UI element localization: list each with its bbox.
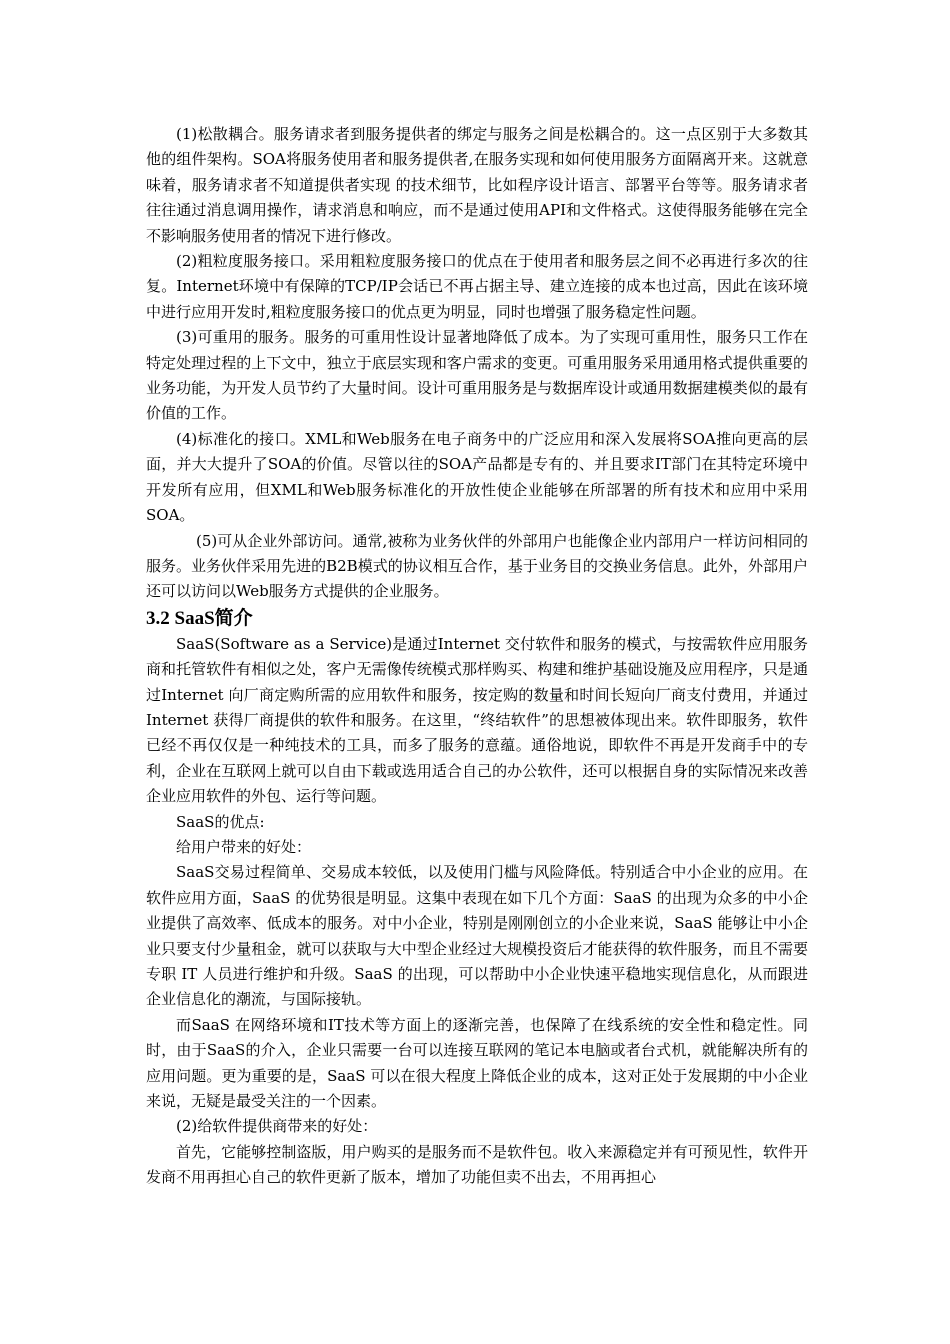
soa-external-access-paragraph: (5)可从企业外部访问。通常,被称为业务伙伴的外部用户也能像企业内部用户一样访问相同的服务。业务伙伴采用先进的B2B模式的协议相互合作，基于业务目的交换业务信息。此外，外部用户还可以访问以Web服务方式提供的企业服务。 (146, 531, 808, 601)
soa-coarse-grained-paragraph: (2)粗粒度服务接口。采用粗粒度服务接口的优点在于使用者和服务层之间不必再进行多次的往复。Internet环境中有保障的TCP/IP会话已不再占据主导、建立连接的成本也过高，因此在该环境中进行应用开发时,粗粒度服务接口的优点更为明显，同时也增强了服务稳定性问题。 (146, 252, 808, 321)
soa-reusable-service-paragraph: (3)可重用的服务。服务的可重用性设计显著地降低了成本。为了实现可重用性，服务只工作在特定处理过程的上下文中，独立于底层实现和客户需求的变更。可重用服务采用通用格式提供重要的业务功能，为开发人员节约了大量时间。设计可重用服务是与数据库设计或通用数据建模类似的最有价值的工作。 (146, 328, 808, 423)
user-benefits-paragraph: SaaS交易过程简单、交易成本较低，以及使用门槛与风险降低。特别适合中小企业的应用。在软件应用方面，SaaS 的优势很是明显。这集中表现在如下几个方面：SaaS 的出现为众多的中小企业提供了高效率、低成本的服务。对中小企业，特别是刚刚创立的小企业来说，SaaS 能够让中小企业只要支付少量租金，就可以获取与大中型企业经过大规模投资后才能获得的软件服务，而且不需要专职 IT 人员进行维护和升级。SaaS 的出现，可以帮助中小企业快速平稳地实现信息化，从而跟进企业信息化的潮流，与国际接轨。 (146, 863, 808, 1009)
user-benefits-label: 给用户带来的好处： (176, 837, 312, 856)
soa-loose-coupling-paragraph: (1)松散耦合。服务请求者到服务提供者的绑定与服务之间是松耦合的。这一点区别于大多数其他的组件架构。SOA将服务使用者和服务提供者,在服务实现和如何使用服务方面隔离开来。这就意味着，服务请求者不知道提供者实现 的技术细节，比如程序设计语言、部署平台等等。服务请求者往往通过消息调用操作，请求消息和响应，而不是通过使用API和文件格式。这使得服务能够在完全不影响服务使用者的情况下进行修改。 (146, 125, 808, 245)
section-heading-saas: 3.2 SaaS简介 (146, 607, 253, 629)
saas-advantages-label: SaaS的优点: (176, 812, 265, 831)
vendor-benefits-paragraph: 首先，它能够控制盗版，用户购买的是服务而不是软件包。收入来源稳定并有可预见性，软件开发商不用再担心自己的软件更新了版本，增加了功能但卖不出去，不用再担心 (146, 1142, 808, 1187)
soa-standard-interface-paragraph: (4)标准化的接口。XML和Web服务在电子商务中的广泛应用和深入发展将SOA推向更高的层面，并大大提升了SOA的价值。尽管以往的SOA产品都是专有的、并且要求IT部门在其特定环境中开发所有应用，但XML和Web服务标准化的开放性使企业能够在所部署的所有技术和应用中采用SOA。 (146, 429, 808, 525)
document-page (146, 122, 808, 1191)
saas-intro-paragraph: SaaS(Software as a Service)是通过Internet 交付软件和服务的模式，与按需软件应用服务商和托管软件有相似之处，客户无需像传统模式那样购买、构建和维护基础设施及应用程序，只是通过Internet 向厂商定购所需的应用软件和服务，按定购的数量和时间长短向厂商支付费用，并通过Internet 获得厂商提供的软件和服务。在这里，“终结软件”的思想被体现出来。软件即服务，软件已经不再仅仅是一种纯技术的工具，而多了服务的意蕴。通俗地说，即软件不再是开发商手中的专利，企业在互联网上就可以自由下载或选用适合自己的办公软件，还可以根据自身的实际情况来改善企业应用软件的外包、运行等问题。 (146, 634, 808, 806)
saas-security-paragraph: 而SaaS 在网络环境和IT技术等方面上的逐渐完善，也保障了在线系统的安全性和稳定性。同时，由于SaaS的介入，企业只需要一台可以连接互联网的笔记本电脑或者台式机，就能解决所有的应用问题。更为重要的是，SaaS 可以在很大程度上降低企业的成本，这对正处于发展期的中小企业来说，无疑是最受关注的一个因素。 (146, 1015, 808, 1111)
vendor-benefits-label: (2)给软件提供商带来的好处： (176, 1117, 378, 1136)
